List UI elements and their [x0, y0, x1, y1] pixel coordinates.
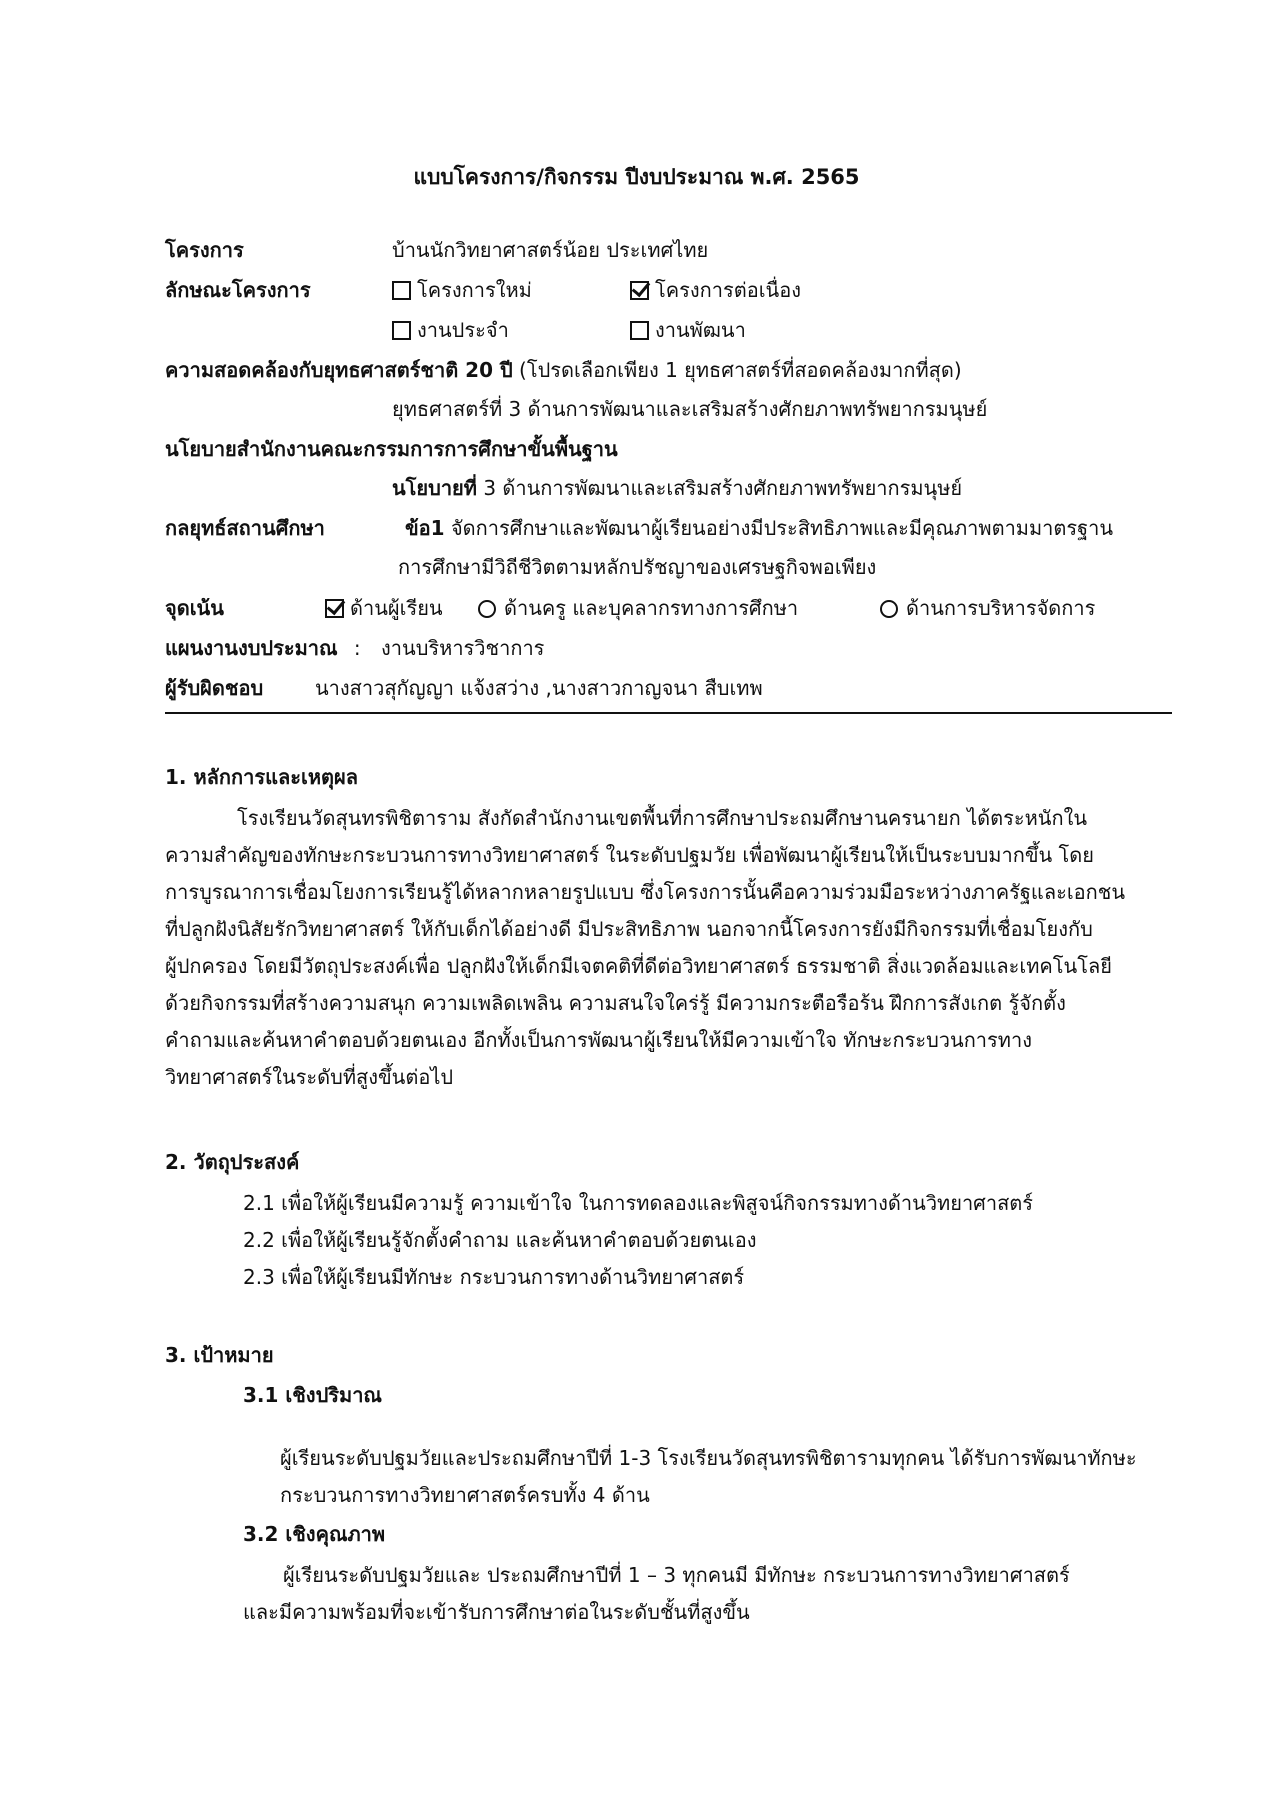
project-type-label: ลักษณะโครงการ	[165, 278, 311, 302]
national-strategy-label: ความสอดคล้องกับยุทธศาสตร์ชาติ 20 ปี	[165, 358, 513, 382]
project-value: บ้านนักวิทยาศาสตร์น้อย ประเทศไทย	[392, 238, 709, 262]
project-label: โครงการ	[165, 238, 244, 262]
owner-value: นางสาวสุกัญญา แจ้งสว่าง ,นางสาวกาญจนา สืบเทพ	[315, 676, 763, 700]
obec-policy-number-label: นโยบายที่	[392, 476, 477, 500]
obec-policy-label: นโยบายสำนักงานคณะกรรมการการศึกษาขั้นพื้นฐาน	[165, 437, 618, 461]
national-strategy-row	[165, 358, 962, 382]
section-1-line: ด้วยกิจกรรมที่สร้างความสนุก ความเพลิดเพลิน ความสนใจใคร่รู้ มีความกระตือรือร้น ฝึกการสังเกต รู้จักตั้ง	[165, 991, 1066, 1015]
budget-value: งานบริหารวิชาการ	[381, 636, 545, 660]
checkbox-routine[interactable]	[392, 321, 411, 340]
section-3-1-title: 3.1 เชิงปริมาณ	[243, 1383, 382, 1407]
section-1-line: วิทยาศาสตร์ในระดับที่สูงขึ้นต่อไป	[165, 1065, 454, 1089]
section-3-1-body	[280, 1440, 1273, 1514]
checkbox-focus-students[interactable]	[325, 599, 344, 618]
section-1-line: คำถามและค้นหาคำตอบด้วยตนเอง อีกทั้งเป็นการพัฒนาผู้เรียนให้มีความเข้าใจ ทักษะกระบวนการทาง	[165, 1028, 1032, 1052]
budget-label: แผนงานงบประมาณ	[165, 636, 338, 660]
checkbox-new-project[interactable]	[392, 281, 411, 300]
type-option-continuing: โครงการต่อเนื่อง	[630, 278, 801, 302]
section-1-line: การบูรณาการเชื่อมโยงการเรียนรู้ได้หลากหลายรูปแบบ ซึ่งโครงการนั้นคือความร่วมมือระหว่างภาครัฐและเอกชน	[165, 880, 1126, 904]
section-3-2-title: 3.2 เชิงคุณภาพ	[243, 1522, 386, 1546]
school-strategy-row	[405, 516, 1113, 540]
budget-separator: :	[353, 636, 361, 660]
section-3-2-body	[243, 1557, 1253, 1631]
national-strategy-note: (โปรดเลือกเพียง 1 ยุทธศาสตร์ที่สอดคล้องมากที่สุด)	[519, 358, 962, 382]
type-option-routine: งานประจำ	[392, 318, 509, 342]
section-1-line: โรงเรียนวัดสุนทรพิชิตาราม สังกัดสำนักงานเขตพื้นที่การศึกษาประถมศึกษานครนายก ได้ตระหนักใน	[237, 806, 1088, 830]
focus-option-teachers: ด้านครู และบุคลากรทางการศึกษา	[478, 596, 798, 620]
school-strategy-label: กลยุทธ์สถานศึกษา	[165, 516, 325, 540]
focus-option-students: ด้านผู้เรียน	[325, 596, 443, 620]
obec-policy-value: 3 ด้านการพัฒนาและเสริมสร้างศักยภาพทรัพยากรมนุษย์	[476, 476, 963, 500]
section-1-line: ความสำคัญของทักษะกระบวนการทางวิทยาศาสตร์ ในระดับปฐมวัย เพื่อพัฒนาผู้เรียนให้เป็นระบบมากขึ้น โดย	[165, 843, 1094, 867]
owner-label: ผู้รับผิดชอบ	[165, 676, 264, 700]
quality-target-line: ผู้เรียนระดับปฐมวัยและ ประถมศึกษาปีที่ 1 – 3 ทุกคนมี มีทักษะ กระบวนการทางวิทยาศาสตร์	[283, 1563, 1070, 1587]
school-strategy-line1: จัดการศึกษาและพัฒนาผู้เรียนอย่างมีประสิทธิภาพและมีคุณภาพตามมาตรฐาน	[444, 516, 1114, 540]
header-divider	[165, 712, 1172, 714]
checkbox-development[interactable]	[630, 321, 649, 340]
objective-item: 2.3 เพื่อให้ผู้เรียนมีทักษะ กระบวนการทางด้านวิทยาศาสตร์	[243, 1265, 745, 1289]
section-3-title: 3. เป้าหมาย	[165, 1343, 274, 1367]
obec-policy-row	[392, 476, 962, 500]
national-strategy-value: ยุทธศาสตร์ที่ 3 ด้านการพัฒนาและเสริมสร้างศักยภาพทรัพยากรมนุษย์	[392, 397, 988, 421]
type-option-development: งานพัฒนา	[630, 318, 746, 342]
quantity-target-line: กระบวนการทางวิทยาศาสตร์ครบทั้ง 4 ด้าน	[280, 1483, 650, 1507]
radio-focus-management[interactable]	[880, 600, 898, 618]
section-1-line: ผู้ปกครอง โดยมีวัตถุประสงค์เพื่อ ปลูกฝังให้เด็กมีเจตคติที่ดีต่อวิทยาศาสตร์ ธรรมชาติ สิ่งแวดล้อมและเทคโนโลยี	[165, 954, 1112, 978]
document-title: แบบโครงการ/กิจกรรม ปีงบประมาณ พ.ศ. 2565	[413, 165, 860, 189]
type-option-new: โครงการใหม่	[392, 278, 532, 302]
section-1-line: ที่ปลูกฝังนิสัยรักวิทยาศาสตร์ ให้กับเด็กได้อย่างดี มีประสิทธิภาพ นอกจากนี้โครงการยังมีกิจกรรมที่เชื่อมโยงกับ	[165, 917, 1093, 941]
school-strategy-item: ข้อ1	[405, 516, 445, 540]
school-strategy-line2: การศึกษามีวิถีชีวิตตามหลักปรัชญาของเศรษฐกิจพอเพียง	[398, 555, 877, 579]
quantity-target-line: ผู้เรียนระดับปฐมวัยและประถมศึกษาปีที่ 1-3 โรงเรียนวัดสุนทรพิชิตารามทุกคน ได้รับการพัฒนาทักษะ	[280, 1446, 1137, 1470]
checkbox-continuing-project[interactable]	[630, 281, 649, 300]
focus-option-management: ด้านการบริหารจัดการ	[880, 596, 1095, 620]
budget-row	[165, 636, 544, 660]
objective-item: 2.2 เพื่อให้ผู้เรียนรู้จักตั้งคำถาม และค้นหาคำตอบด้วยตนเอง	[243, 1228, 757, 1252]
objective-item: 2.1 เพื่อให้ผู้เรียนมีความรู้ ความเข้าใจ ในการทดลองและพิสูจน์กิจกรรมทางด้านวิทยาศาสตร์	[243, 1191, 1034, 1215]
section-1-body	[165, 800, 1175, 1096]
section-2-list	[243, 1185, 1253, 1296]
section-1-title: 1. หลักการและเหตุผล	[165, 765, 358, 789]
section-2-title: 2. วัตถุประสงค์	[165, 1150, 300, 1174]
radio-focus-teachers[interactable]	[478, 600, 496, 618]
focus-label: จุดเน้น	[165, 596, 224, 620]
quality-target-line: และมีความพร้อมที่จะเข้ารับการศึกษาต่อในระดับชั้นที่สูงขึ้น	[243, 1600, 750, 1624]
